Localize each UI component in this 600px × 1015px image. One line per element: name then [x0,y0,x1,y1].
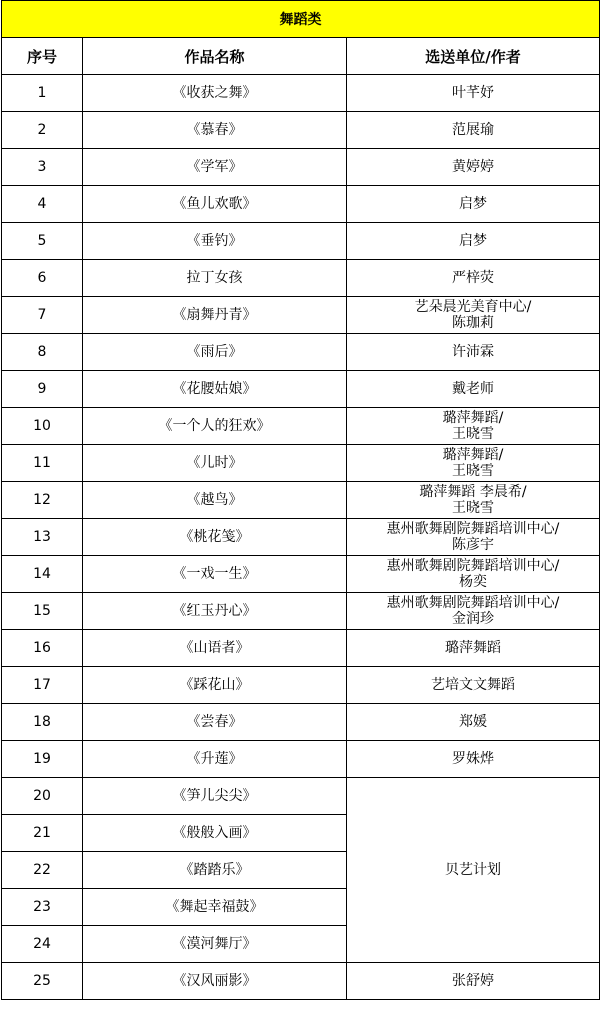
row-number: 21 [2,815,83,852]
table-row [2,186,600,223]
submitting-unit-line: 璐萍舞蹈 李晨希/ [419,484,527,500]
work-title: 《桃花笺》 [83,519,347,556]
table-row [2,297,600,334]
row-number: 3 [2,149,83,186]
title-row [2,1,600,38]
row-number: 11 [2,445,83,482]
submitting-unit [347,704,600,741]
table-row [2,112,600,149]
submitting-unit-line: 艺朵晨光美育中心/ [414,299,532,315]
work-title: 《红玉丹心》 [83,593,347,630]
submitting-unit-line: 许沛霖 [452,344,494,360]
row-number: 20 [2,778,83,815]
submitting-unit-line: 陈彦宇 [452,537,494,553]
submitting-unit [347,297,600,334]
submitting-unit-line: 璐萍舞蹈/ [442,447,504,463]
table-row [2,223,600,260]
submitting-unit [347,371,600,408]
submitting-unit [347,482,600,519]
row-number: 16 [2,630,83,667]
submitting-unit [347,556,600,593]
table-row [2,704,600,741]
table-row [2,149,600,186]
header-unit: 选送单位/作者 [347,38,600,75]
table-row [2,556,600,593]
table-row [2,482,600,519]
submitting-unit [347,112,600,149]
row-number: 22 [2,852,83,889]
work-title: 《扇舞丹青》 [83,297,347,334]
row-number: 25 [2,963,83,1000]
table-row [2,741,600,778]
submitting-unit-line: 启梦 [459,196,487,212]
submitting-unit [347,334,600,371]
submitting-unit-line: 郑媛 [459,714,487,730]
submitting-unit-line: 惠州歌舞剧院舞蹈培训中心/ [386,595,560,611]
submitting-unit-line: 艺培文文舞蹈 [431,677,515,693]
work-title: 《般般入画》 [83,815,347,852]
submitting-unit [347,741,600,778]
row-number: 14 [2,556,83,593]
table-row [2,667,600,704]
work-title: 拉丁女孩 [83,260,347,297]
table-row [2,260,600,297]
table-row [2,371,600,408]
table-row [2,963,600,1000]
row-number: 2 [2,112,83,149]
row-number: 6 [2,260,83,297]
row-number: 12 [2,482,83,519]
table-row [2,334,600,371]
work-title: 《山语者》 [83,630,347,667]
work-title: 《尝春》 [83,704,347,741]
submitting-unit-line: 叶芊妤 [452,85,494,101]
submitting-unit-line: 金润珍 [452,611,494,627]
row-number: 8 [2,334,83,371]
row-number: 19 [2,741,83,778]
work-title: 《学军》 [83,149,347,186]
submitting-unit-line: 王晓雪 [452,463,494,479]
work-title: 《笋儿尖尖》 [83,778,347,815]
row-number: 9 [2,371,83,408]
row-number: 13 [2,519,83,556]
row-number: 5 [2,223,83,260]
submitting-unit-line: 罗姝烨 [452,751,494,767]
submitting-unit [347,630,600,667]
table-row [2,778,600,815]
submitting-unit [347,260,600,297]
row-number: 17 [2,667,83,704]
submitting-unit-line: 黄婷婷 [452,159,494,175]
submitting-unit-line: 张舒婷 [452,973,494,989]
submitting-unit [347,75,600,112]
submitting-unit-line: 王晓雪 [452,426,494,442]
work-title: 《越鸟》 [83,482,347,519]
submitting-unit-line: 王晓雪 [452,500,494,516]
work-title: 《花腰姑娘》 [83,371,347,408]
submitting-unit-line: 贝艺计划 [445,862,501,878]
work-title: 《一个人的狂欢》 [83,408,347,445]
header-no: 序号 [2,38,83,75]
row-number: 24 [2,926,83,963]
work-title: 《踏踏乐》 [83,852,347,889]
work-title: 《升莲》 [83,741,347,778]
work-title: 《舞起幸福鼓》 [83,889,347,926]
submitting-unit-line: 璐萍舞蹈 [445,640,501,656]
work-title: 《漠河舞厅》 [83,926,347,963]
work-title: 《儿时》 [83,445,347,482]
submitting-unit-line: 范展瑜 [452,122,494,138]
row-number: 1 [2,75,83,112]
submitting-unit [347,963,600,1000]
table-row [2,593,600,630]
submitting-unit-line: 启梦 [459,233,487,249]
row-number: 10 [2,408,83,445]
submitting-unit [347,778,600,963]
submitting-unit [347,223,600,260]
table-row [2,519,600,556]
table-title: 舞蹈类 [2,1,600,38]
submitting-unit [347,149,600,186]
submitting-unit-line: 惠州歌舞剧院舞蹈培训中心/ [386,558,560,574]
submitting-unit-line: 杨奕 [459,574,487,590]
row-number: 4 [2,186,83,223]
submitting-unit-line: 陈珈莉 [452,315,494,331]
work-title: 《收获之舞》 [83,75,347,112]
work-title: 《汉风丽影》 [83,963,347,1000]
row-number: 7 [2,297,83,334]
work-title: 《雨后》 [83,334,347,371]
table-row [2,445,600,482]
submitting-unit [347,445,600,482]
submitting-unit-line: 惠州歌舞剧院舞蹈培训中心/ [386,521,560,537]
header-work: 作品名称 [83,38,347,75]
work-title: 《慕春》 [83,112,347,149]
row-number: 23 [2,889,83,926]
submitting-unit [347,593,600,630]
submitting-unit-line: 严梓荧 [452,270,494,286]
row-number: 15 [2,593,83,630]
work-title: 《一戏一生》 [83,556,347,593]
row-number: 18 [2,704,83,741]
table-row [2,75,600,112]
submitting-unit-line: 戴老师 [452,381,494,397]
dance-entries-table [1,0,600,1000]
work-title: 《踩花山》 [83,667,347,704]
work-title: 《鱼儿欢歌》 [83,186,347,223]
table-row [2,630,600,667]
submitting-unit [347,186,600,223]
header-row [2,38,600,75]
work-title: 《垂钓》 [83,223,347,260]
table-body [2,1,600,1000]
submitting-unit [347,408,600,445]
submitting-unit-line: 璐萍舞蹈/ [442,410,504,426]
table-row [2,408,600,445]
submitting-unit [347,667,600,704]
submitting-unit [347,519,600,556]
